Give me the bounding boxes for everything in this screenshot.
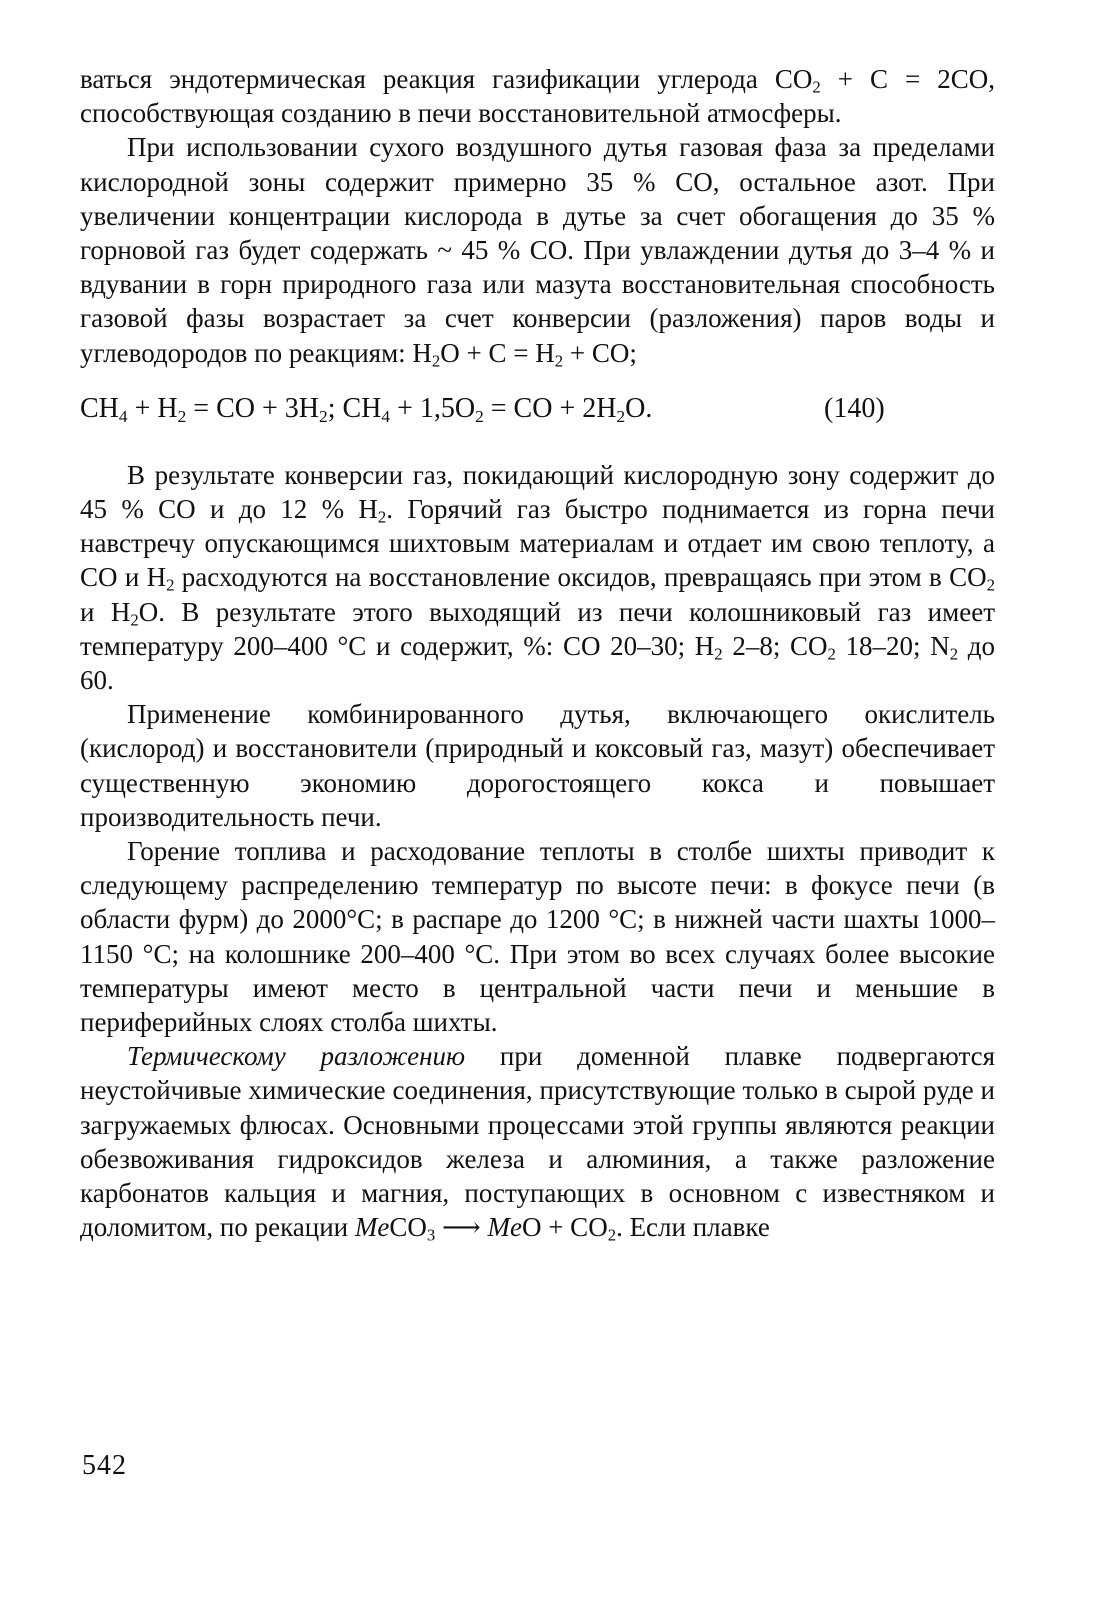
text-run: до 60. (80, 630, 995, 696)
subscript: 2 (554, 351, 564, 371)
text-run: ваться эндотермическая реакция газификации углерода CO (80, 64, 813, 94)
reaction-arrow: ⟶ (435, 1212, 488, 1243)
text-run: + C = 2CO, способствующая созданию в печи восстановительной атмосферы. (80, 64, 995, 129)
paragraph-3 (80, 458, 995, 697)
text-run: + CO; (563, 337, 637, 368)
text-run: расходуются на восстановление оксидов, превращаясь при этом в CO (174, 562, 987, 593)
text-run: O. В результате этого выходящий из печи колошниковый газ имеет температуру 200–400 °C и содержит, %: CO 20–30; H (80, 596, 995, 661)
text-run: В результате конверсии газ, покидающий кислородную зону содержит до 45 % CO и до 12 % H (80, 459, 995, 525)
subscript: 3 (426, 1225, 436, 1245)
page-content (80, 62, 995, 1245)
text-run: CO (389, 1212, 427, 1243)
paragraph-6 (80, 1039, 995, 1244)
equation-number: (140) (824, 392, 885, 424)
text-run: O + C = H (440, 337, 555, 368)
subscript: 2 (377, 507, 387, 527)
equation-140 (80, 392, 995, 432)
paragraph-4: Применение комбинированного дутья, включающего окислитель (кислород) и восстановители (природный и коксовый газ, мазут) обеспечивает существенную экономию дорогостоящего кокса и повышает производительность печи. (80, 699, 995, 832)
text-run: . Если плавке (616, 1212, 770, 1243)
text-run: и H (80, 596, 131, 627)
text-run: . Горячий газ быстро поднимается из горна печи навстречу опускающимся шихтовым материалам и отдает им свою теплоту, а CO и H (80, 494, 995, 593)
subscript: 2 (166, 576, 175, 596)
text-run: 18–20; N (835, 630, 950, 661)
italic-symbol: Me (354, 1212, 390, 1243)
text-run: 2–8; CO (722, 630, 828, 661)
subscript: 2 (431, 351, 441, 371)
equation-text: $CH_4 + H_2$ = CO + $3H_2$; $CH_4 + 1,5O_2$ = CO + $2H_2O$. (80, 392, 653, 426)
subscript: 2 (130, 610, 139, 630)
subscript: 2 (607, 1225, 617, 1245)
italic-term: Термическому разложению (127, 1041, 466, 1072)
paragraph-2 (80, 130, 995, 369)
subscript: 2 (827, 644, 836, 664)
text-run: O + CO (521, 1212, 608, 1243)
paragraph-1 (80, 62, 995, 130)
text-run: при доменной плавке подвергаются неустойчивые химические соединения, присутствующие только в сырой руде и загружаемых флюсах. Основными процессами этой группы являются реакции обезвоживания гидроксидов железа и алюминия, а также разложение карбонатов кальция и магния, поступающих в основном с известняком и доломитом, по рекации (80, 1041, 995, 1243)
subscript: 2 (949, 644, 959, 664)
text-run: При использовании сухого воздушного дутья газовая фаза за пределами кислородной зоны содержит примерно 35 % CO, остальное азот. При увеличении концентрации кислорода в дутье за счет обогащения до 35 % горновой газ будет содержать ~ 45 % CO. При увлаждении дутья до 3–4 % и вдувании в горн природного газа или мазута восстановительная способность газовой фазы возрастает за счет конверсии (разложения) паров воды и углеводородов по реакциям: H (80, 132, 995, 368)
paragraph-5: Горение топлива и расходование теплоты в столбе шихты приводит к следующему распределению температур по высоте печи: в фокусе печи (в области фурм) до 2000°C; в распаре до 1200 °C; в нижней части шахты 1000–1150 °C; на колошнике 200–400 °C. При этом во всех случаях более высокие температуры имеют место в центральной части печи и меньшие в периферийных слоях столба шихты. (80, 836, 995, 1038)
subscript: 2 (812, 77, 821, 97)
subscript: 2 (986, 576, 995, 596)
italic-symbol: Me (487, 1212, 522, 1243)
subscript: 2 (714, 644, 723, 664)
page-number: 542 (82, 1450, 127, 1481)
